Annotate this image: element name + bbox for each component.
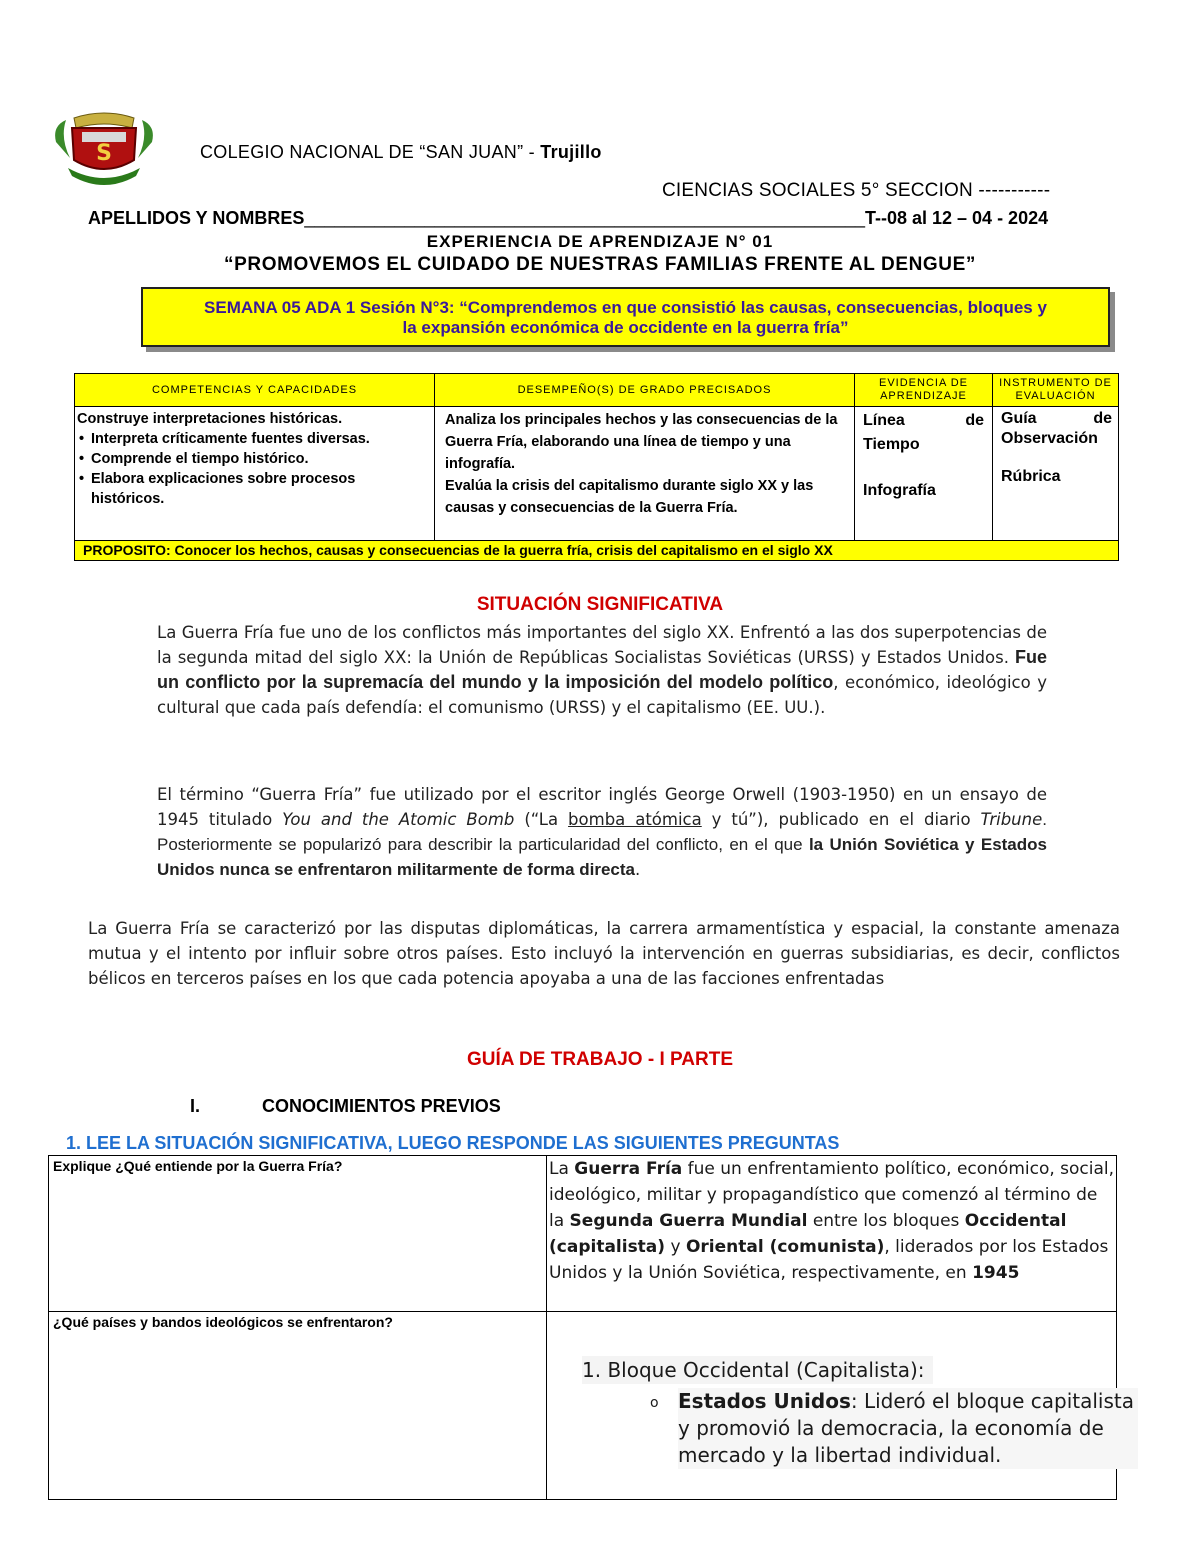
header-instrumento: INSTRUMENTO DE EVALUACIÓN	[993, 374, 1119, 407]
desempeno: Evalúa la crisis del capitalismo durante siglo XX y las causas y consecuencias de la Guerra Fría.	[445, 478, 814, 516]
header-desempenos: DESEMPEÑO(S) DE GRADO PRECISADOS	[435, 374, 855, 407]
svg-text:S: S	[96, 141, 112, 166]
header-competencias: COMPETENCIAS Y CAPACIDADES	[75, 374, 435, 407]
evidencia-cell	[855, 407, 993, 541]
desempenos-cell	[435, 407, 855, 541]
evidencia-text: Línea	[863, 412, 905, 429]
questions-table	[48, 1155, 1134, 1500]
situacion-paragraph-2: El término “Guerra Fría” fue utilizado por el escritor inglés George Orwell (1903-1950) en un ensayo de 1945 titulado You and the Atomic Bomb (“La bomba atómica y tú”), publicado en el diario Tribune. Posteriormente se popularizó para describir la particularidad del conflicto, en el que la Unión Soviética y Estados Unidos nunca se enfrentaron militarmente de forma directa.	[157, 785, 1047, 879]
session-box	[141, 287, 1110, 347]
capacidad: • Comprende el tiempo histórico.	[91, 449, 432, 469]
situacion-title: SITUACIÓN SIGNIFICATIVA	[476, 594, 724, 615]
school-name: COLEGIO NACIONAL DE “SAN JUAN” - Trujillo	[200, 142, 602, 162]
question-1: Explique ¿Qué entiende por la Guerra Fría?	[49, 1156, 547, 1312]
instrumento-text: Guía	[1001, 410, 1037, 427]
situacion-paragraph-3: La Guerra Fría se caracterizó por las disputas diplomáticas, la carrera armamentística y espacial, la constante amenaza mutua y el intento por influir sobre otros países. Esto incluyó la intervención en guerras subsidiarias, es decir, conflictos bélicos en terceros países en los que cada potencia apoyaba a una de las facciones enfrentadas	[88, 919, 1120, 988]
desempeno: Analiza los principales hechos y las consecuencias de la Guerra Fría, elaborando una línea de tiempo y una infografía.	[445, 412, 838, 472]
capacidad: • Interpreta críticamente fuentes diversas.	[91, 429, 432, 449]
name-line: APELLIDOS Y NOMBRES________________________________________________________T--08 al 12 – 04 - 2024	[88, 208, 1049, 228]
session-line-2: la expansión económica de occidente en la guerra fría”	[402, 318, 849, 337]
answer-2	[547, 1312, 1134, 1500]
header-evidencia: EVIDENCIA DE APRENDIZAJE	[855, 374, 993, 407]
bloque-item: o Estados Unidos: Lideró el bloque capitalista y promovió la democracia, la economía de mercado y la libertad individual.	[678, 1388, 1138, 1469]
section-heading: I. CONOCIMIENTOS PREVIOS	[190, 1096, 501, 1116]
instruction-heading: 1. LEE LA SITUACIÓN SIGNIFICATIVA, LUEGO RESPONDE LAS SIGUIENTES PREGUNTAS	[66, 1133, 840, 1153]
session-line-1: SEMANA 05 ADA 1 Sesión N°3: “Comprendemos en que consistió las causas, consecuencias, bloques y	[204, 298, 1047, 317]
subject-section: CIENCIAS SOCIALES 5° SECCION -----------	[662, 180, 1051, 201]
evidencia-text: Tiempo	[863, 436, 920, 453]
experience-label: EXPERIENCIA DE APRENDIZAJE N° 01	[426, 232, 774, 251]
instrumento-text: de	[1093, 410, 1112, 427]
evidencia-text: de	[965, 412, 984, 429]
question-2: ¿Qué países y bandos ideológicos se enfrentaron?	[49, 1312, 547, 1500]
instrumento-text: Observación	[1001, 430, 1098, 447]
guia-title: GUÍA DE TRABAJO - I PARTE	[466, 1049, 733, 1070]
capacidad: • Elabora explicaciones sobre procesos históricos.	[91, 469, 432, 509]
proposito: PROPOSITO: Conocer los hechos, causas y consecuencias de la guerra fría, crisis del capitalismo en el siglo XX	[75, 541, 1119, 561]
answer-1-text: La Guerra Fría fue un enfrentamiento político, económico, social, ideológico, militar y propagandístico que comenzó al término de la Segunda Guerra Mundial entre los bloques Occidental (capitalista) y Oriental (comunista), liderados por los Estados Unidos y la Unión Soviética, respectivamente, en 1945	[549, 1159, 1115, 1283]
instrumento-text: Rúbrica	[1001, 468, 1061, 485]
instrumento-cell	[993, 407, 1119, 541]
school-crest-icon	[48, 108, 160, 188]
bloque-heading: 1. Bloque Occidental (Capitalista):	[582, 1356, 933, 1384]
competencias-cell	[75, 407, 435, 541]
answer-1	[547, 1156, 1117, 1312]
competencies-table	[74, 373, 1119, 561]
competencia: Construye interpretaciones históricas.	[77, 411, 343, 427]
situacion-paragraph-1: La Guerra Fría fue uno de los conflictos más importantes del siglo XX. Enfrentó a las dos superpotencias de la segunda mitad del siglo XX: la Unión de Repúblicas Socialistas Soviéticas (URSS) y Estados Unidos. Fue un conflicto por la supremacía del mundo y la imposición del modelo político, económico, ideológico y cultural que cada país defendía: el comunismo (URSS) y el capitalismo (EE. UU.).	[157, 623, 1047, 717]
experience-title: “PROMOVEMOS EL CUIDADO DE NUESTRAS FAMILIAS FRENTE AL DENGUE”	[224, 254, 976, 275]
evidencia-text: Infografía	[863, 482, 936, 499]
